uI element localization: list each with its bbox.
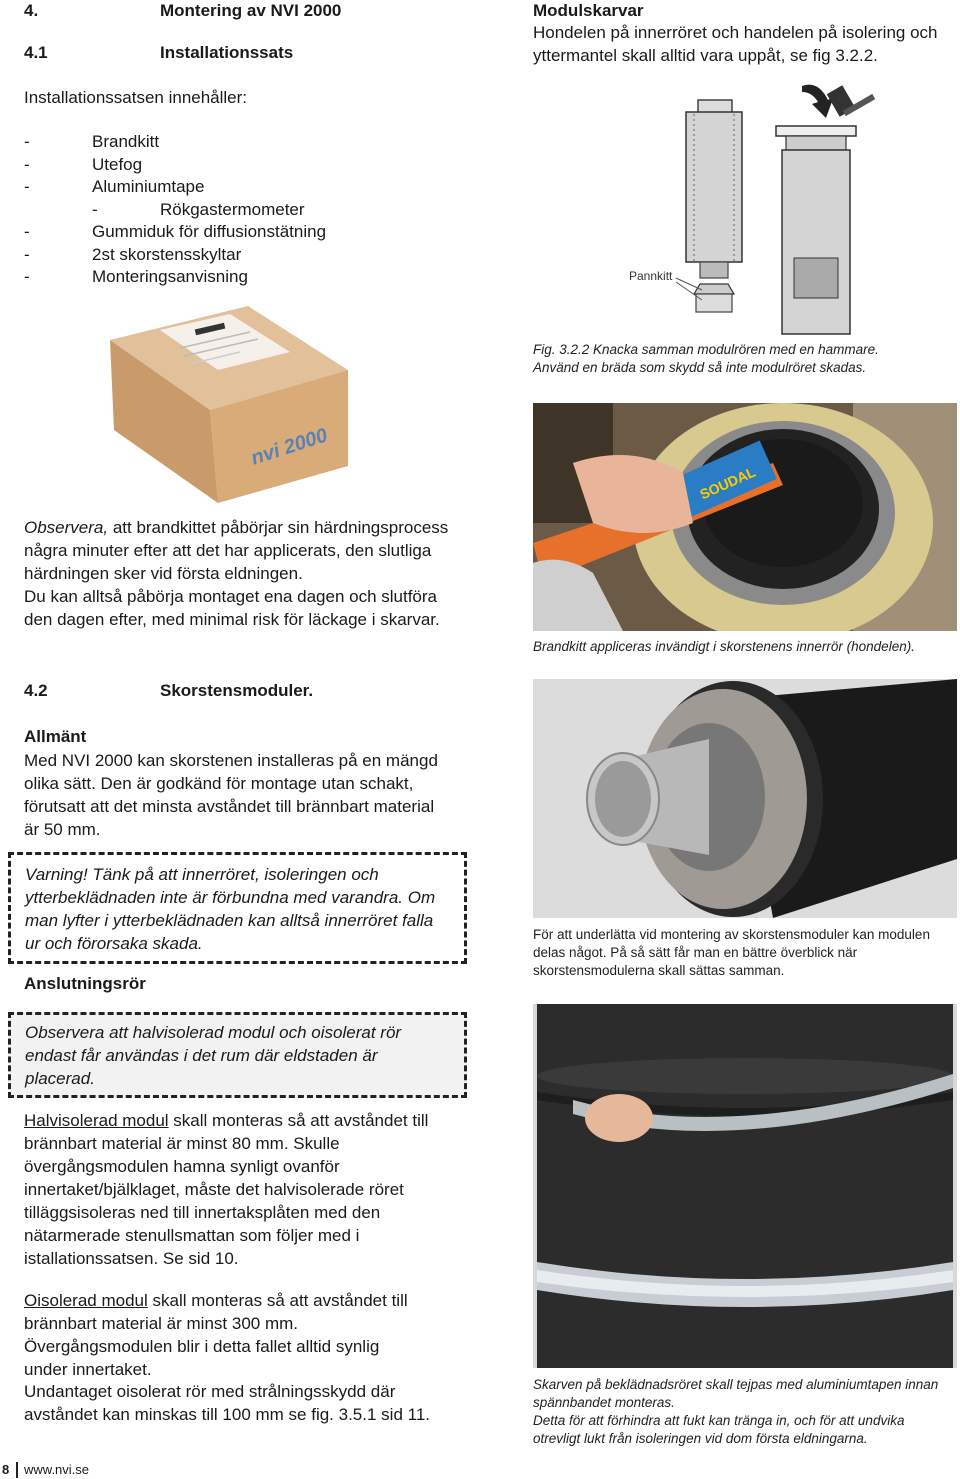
chimney-module-photo [533, 679, 957, 918]
observera-paragraph-2: Du kan alltså påbörja montaget ena dagen och slutföra den dagen efter, med minimal risk för läckage i skarvar. [24, 587, 440, 629]
section-4-2-title: Skorstensmoduler. [160, 681, 314, 700]
allmant-text: Med NVI 2000 kan skorstenen installeras på en mängd olika sätt. Den är godkänd för montage utan schakt, förutsatt att det minsta avståndet till brännbart material är 50 mm. [24, 751, 438, 839]
fig-caption-line-2: Använd en bräda som skydd så inte modulröret skadas. [533, 360, 867, 375]
halvisolerad-lead: Halvisolerad modul [24, 1111, 169, 1130]
taping-photo [533, 1004, 957, 1368]
anslutning-warning-text: Observera att halvisolerad modul och oisolerat rör endast får användas i det rum där eldstaden är placerad. [25, 1023, 402, 1088]
module-joint-diagram [620, 78, 890, 340]
anslutningsror-title: Anslutningsrör [24, 974, 146, 993]
box-brand-logo: nvi 2000 [248, 424, 331, 470]
list-item: - Gummiduk för diffusionstätning [24, 222, 327, 241]
observera-paragraph [24, 516, 456, 585]
caption-brandkitt: Brandkitt appliceras invändigt i skorstenens innerrör (hondelen). [533, 639, 915, 654]
fig-caption-line-1: Fig. 3.2.2 Knacka samman modulrören med en hammare. [533, 342, 879, 357]
list-item: - Aluminiumtape [24, 177, 205, 196]
halvisolerad-paragraph [24, 1109, 449, 1270]
undantag-paragraph: Undantaget oisolerat rör med strålningsskydd där avståndet kan minskas till 100 mm se fig. 3.5.1 sid 11. [24, 1382, 430, 1424]
kit-intro: Installationssatsen innehåller: [24, 88, 248, 107]
varning-text: Varning! Tänk på att innerröret, isoleringen och ytterbeklädnaden inte är förbundna med varandra. Om man lyfter i ytterbeklädnaden kan alltså innerröret falla ur och förorsaka skada. [25, 865, 436, 953]
pannkitt-label: Pannkitt [629, 269, 673, 283]
oisolerad-lead: Oisolerad modul [24, 1291, 148, 1310]
page-number: 8 [2, 1462, 10, 1477]
oisolerad-text: skall monteras så att avståndet till brännbart material är minst 300 mm. Övergångsmodulen blir i detta fallet alltid synlig under innertaket. [24, 1291, 408, 1379]
caption-module: För att underlätta vid montering av skorstensmoduler kan modulen delas något. På så sätt får man en bättre överblick när skorstensmodulerna skall sättas samman. [533, 927, 930, 978]
footer-divider [16, 1462, 18, 1478]
sealant-brand-label: SOUDAL [697, 463, 758, 503]
observera-text: att brandkittet påbörjar sin härdningsprocess några minuter efter att det har applicerats, den slutliga härdningen sker vid första eldningen. [24, 518, 449, 583]
brandkitt-photo [533, 403, 957, 631]
anslutning-warning-box [8, 1012, 467, 1098]
list-item: - Rökgastermometer [92, 199, 305, 219]
caption-tape-1: Skarven på beklädnadsröret skall tejpas med aluminiumtapen innan spännbandet monteras. [533, 1377, 939, 1410]
section-4-number: 4. [24, 1, 39, 20]
modulskarvar-title: Modulskarvar [533, 1, 644, 20]
section-4-2-number: 4.2 [24, 681, 48, 700]
kit-list [24, 131, 326, 289]
modulskarvar-text: Hondelen på innerröret och handelen på isolering och yttermantel skall alltid vara uppåt, se fig 3.2.2. [533, 23, 938, 65]
list-item: - Brandkitt [24, 132, 160, 151]
varning-box [8, 852, 467, 964]
oisolerad-paragraph [24, 1289, 424, 1381]
section-4-title: Montering av NVI 2000 [160, 1, 342, 20]
halvisolerad-text: skall monteras så att avståndet till brännbart material är minst 80 mm. Skulle övergångsmodulen hamna synligt ovanför innertaket/bjälklaget, måste det halvisolerade röret tilläggsisoleras ned till innertaksplåten med den nätarmerade stenullsmattan som följer med i istallationssatsen. Se sid 10. [24, 1111, 429, 1268]
list-item: - Utefog [24, 154, 143, 174]
list-item: - Monteringsanvisning [24, 267, 248, 286]
section-4-1-number: 4.1 [24, 43, 48, 62]
website: www.nvi.se [24, 1462, 90, 1477]
allmant-title: Allmänt [24, 727, 87, 746]
caption-tape-2: Detta för att förhindra att fukt kan tränga in, och för att undvika otrevligt lukt från isoleringen vid dom första eldningarna. [533, 1413, 905, 1446]
section-4-1-title: Installationssats [160, 43, 294, 62]
list-item: - 2st skorstensskyltar [24, 244, 242, 264]
observera-lead: Observera, [24, 518, 109, 537]
installation-kit-box-image [100, 298, 355, 510]
